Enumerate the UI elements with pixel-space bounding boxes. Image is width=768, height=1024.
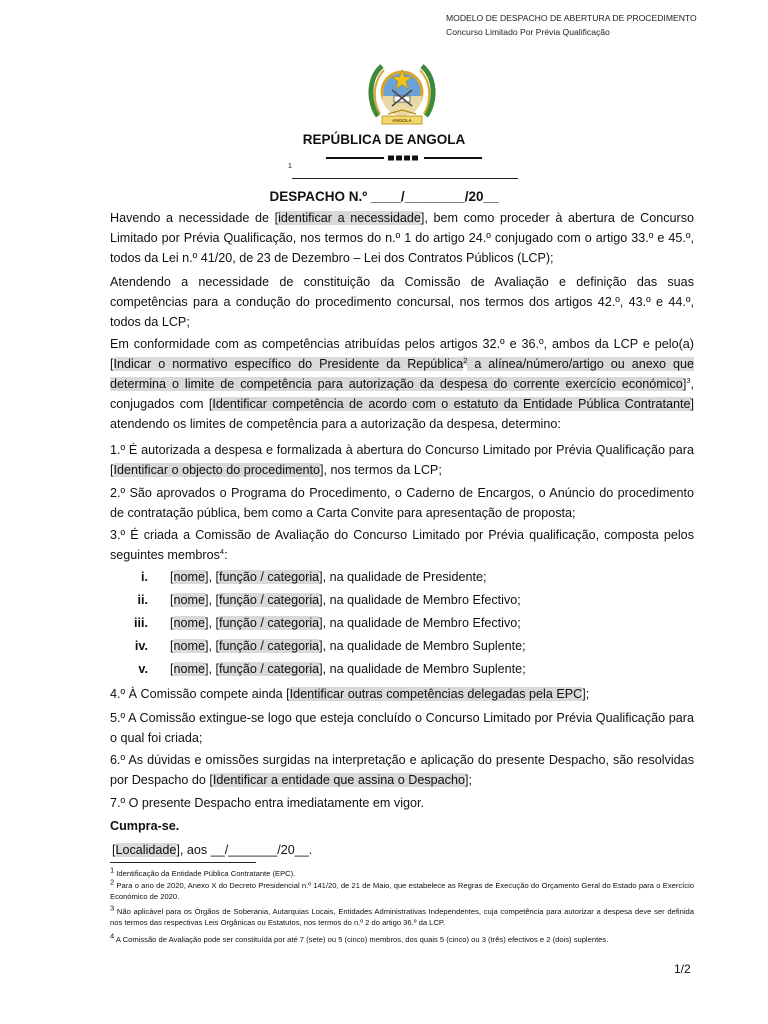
- despacho-number: DESPACHO N.º ____/________/20__: [269, 189, 499, 204]
- placeholder-highlight: Identificar outras competências delegadas pela EPC: [289, 687, 583, 701]
- member-role: , na qualidade de Membro Efectivo;: [322, 616, 521, 630]
- text: 4.º À Comissão compete ainda [: [110, 687, 290, 701]
- footnote-number: 2: [110, 877, 115, 887]
- placeholder-localidade: Localidade: [115, 843, 177, 857]
- footnote-3: [110, 903, 694, 928]
- article-7: 7.º O presente Despacho entra imediatamente em vigor.: [110, 796, 425, 810]
- text: ];: [582, 687, 590, 701]
- article-5: 5.º A Comissão extingue-se logo que esteja concluído o Concurso Limitado por Prévia Qualificação para o qual foi criada;: [110, 711, 694, 745]
- placeholder-highlight: a alínea/número/artigo ou anexo que determina o limite de competência para autorização da despesa do corrente exercício económico: [110, 357, 694, 391]
- placeholder-highlight: Indicar o normativo específico do Presidente da República: [113, 357, 464, 371]
- paragraph-preamble-1: [110, 208, 694, 268]
- placeholder-nome: nome: [173, 570, 206, 584]
- placeholder-nome: nome: [173, 593, 206, 607]
- placeholder-funcao: função / categoria: [219, 662, 320, 676]
- text: Em conformidade com as competências atribuídas pelos artigos 32.º e 36.º, ambos da LCP e pelo(a) [: [110, 337, 694, 371]
- list-numeral: iii.: [134, 616, 148, 630]
- placeholder-funcao: função / categoria: [219, 570, 320, 584]
- placeholder-highlight: Identificar a entidade que assina o Despacho: [212, 773, 465, 787]
- placeholder-highlight: identificar a necessidade: [278, 211, 421, 225]
- footnote-2: [110, 877, 694, 902]
- footnote-number: 1: [110, 865, 115, 875]
- list-numeral: i.: [141, 570, 148, 584]
- text: ] atendendo os limites de competência para a autorização da despesa, determino:: [110, 397, 694, 431]
- text: 6.º As dúvidas e omissões surgidas na interpretação e aplicação do presente Despacho, são resolvidas por Despacho do [: [110, 753, 694, 787]
- text: :: [224, 548, 228, 562]
- footnote-text: Para o ano de 2020, Anexo X do Decreto Presidencial n.º 141/20, de 21 de Maio, que estabelece as Regras de Execução do Orçamento Geral do Estado para o Exercício Económico de 2020.: [110, 881, 694, 901]
- page-number: 1/2: [674, 962, 691, 976]
- placeholder-highlight: Identificar o objecto do procedimento: [113, 463, 321, 477]
- text: 1.º É autorizada a despesa e formalizada à abertura do Concurso Limitado por Prévia Qualificação para [: [110, 443, 694, 477]
- placeholder-funcao: função / categoria: [219, 593, 320, 607]
- placeholder-funcao: função / categoria: [219, 639, 320, 653]
- article-4: [110, 684, 694, 704]
- article-1: [110, 440, 694, 480]
- epc-blank-line: [292, 178, 518, 179]
- republic-title: REPÚBLICA DE ANGOLA: [302, 132, 466, 147]
- article-3: [110, 525, 694, 565]
- member-role: , na qualidade de Membro Efectivo;: [322, 593, 521, 607]
- text: Havendo a necessidade de [: [110, 211, 279, 225]
- emblem-ribbon-text: ANGOLA: [392, 118, 412, 123]
- member-role: , na qualidade de Presidente;: [322, 570, 487, 584]
- list-numeral: v.: [138, 662, 148, 676]
- cumpra-se: Cumpra-se.: [110, 819, 180, 833]
- decorative-rule: [326, 155, 482, 161]
- placeholder-highlight: Identificar competência de acordo com o estatuto da Entidade Pública Contratante: [212, 397, 691, 411]
- footnote-text: Identificação da Entidade Pública Contratante (EPC).: [116, 869, 296, 878]
- text: , conjugados com [: [110, 377, 694, 411]
- text: 3.º É criada a Comissão de Avaliação do Concurso Limitado por Prévia qualificação, composta pelos seguintes membros: [110, 528, 694, 562]
- footnote-number: 3: [110, 903, 115, 913]
- footnote-ref: 3: [686, 375, 691, 385]
- list-numeral: ii.: [137, 593, 148, 607]
- footnote-number: 4: [110, 931, 115, 941]
- document-header: [446, 11, 697, 39]
- text: ], bem como proceder à abertura de Concurso Limitado por Prévia Qualificação, nos termos do n.º 1 do artigo 24.º conjugado com o artigo 33.º e 45.º, todos da Lei n.º 41/20, de 23 de Dezembro – Lei dos Contratos Públicos (LCP);: [110, 211, 694, 265]
- member-role: , na qualidade de Membro Suplente;: [322, 639, 526, 653]
- footnote-ref: 4: [219, 546, 225, 556]
- placeholder-nome: nome: [173, 662, 206, 676]
- text: ], aos __/_______/20__.: [176, 843, 313, 857]
- header-line-1: MODELO DE DESPACHO DE ABERTURA DE PROCEDIMENTO: [446, 13, 697, 23]
- text: [: [112, 843, 116, 857]
- footnote-text: A Comissão de Avaliação pode ser constituída por até 7 (sete) ou 5 (cinco) membros, dos quais 5 (cinco) ou 3 (três) efectivos e 2 (dois) suplentes.: [115, 935, 609, 944]
- article-2: 2.º São aprovados o Programa do Procedimento, o Caderno de Encargos, o Anúncio do procedimento de contratação pública, bem como a Carta Convite para apresentação de proposta;: [110, 486, 694, 520]
- footnote-mark-1: 1: [288, 163, 292, 170]
- article-6: [110, 750, 694, 790]
- text: ], nos termos da LCP;: [320, 463, 442, 477]
- text: ]: [682, 377, 687, 391]
- paragraph-preamble-2: Atendendo a necessidade de constituição da Comissão de Avaliação e definição das suas competências para a condução do procedimento concursal, nos termos dos artigos 42.º, 43.º e 44.º, todos da LCP;: [110, 275, 694, 329]
- text: ];: [464, 773, 472, 787]
- place-date-line: [112, 840, 694, 860]
- footnote-separator: [110, 862, 256, 863]
- footnote-text: Não aplicável para os Órgãos de Soberania, Autarquias Locais, Entidades Administrativas Independentes, cuja competência para autorizar a despesa deve ser definida nos termos das respectivas Leis Orgânicas ou Estatutos, nos termos do n.º 2 do artigo 36.º da LCP.: [110, 907, 694, 927]
- list-numeral: iv.: [134, 639, 148, 653]
- placeholder-funcao: função / categoria: [219, 616, 320, 630]
- placeholder-nome: nome: [173, 639, 206, 653]
- header-line-2: Concurso Limitado Por Prévia Qualificação: [446, 27, 610, 37]
- footnote-4: [110, 931, 694, 945]
- footnote-1: [110, 865, 694, 879]
- footnote-ref: 2: [463, 355, 468, 365]
- placeholder-nome: nome: [173, 616, 206, 630]
- member-role: , na qualidade de Membro Suplente;: [322, 662, 526, 676]
- paragraph-preamble-3: [110, 334, 694, 434]
